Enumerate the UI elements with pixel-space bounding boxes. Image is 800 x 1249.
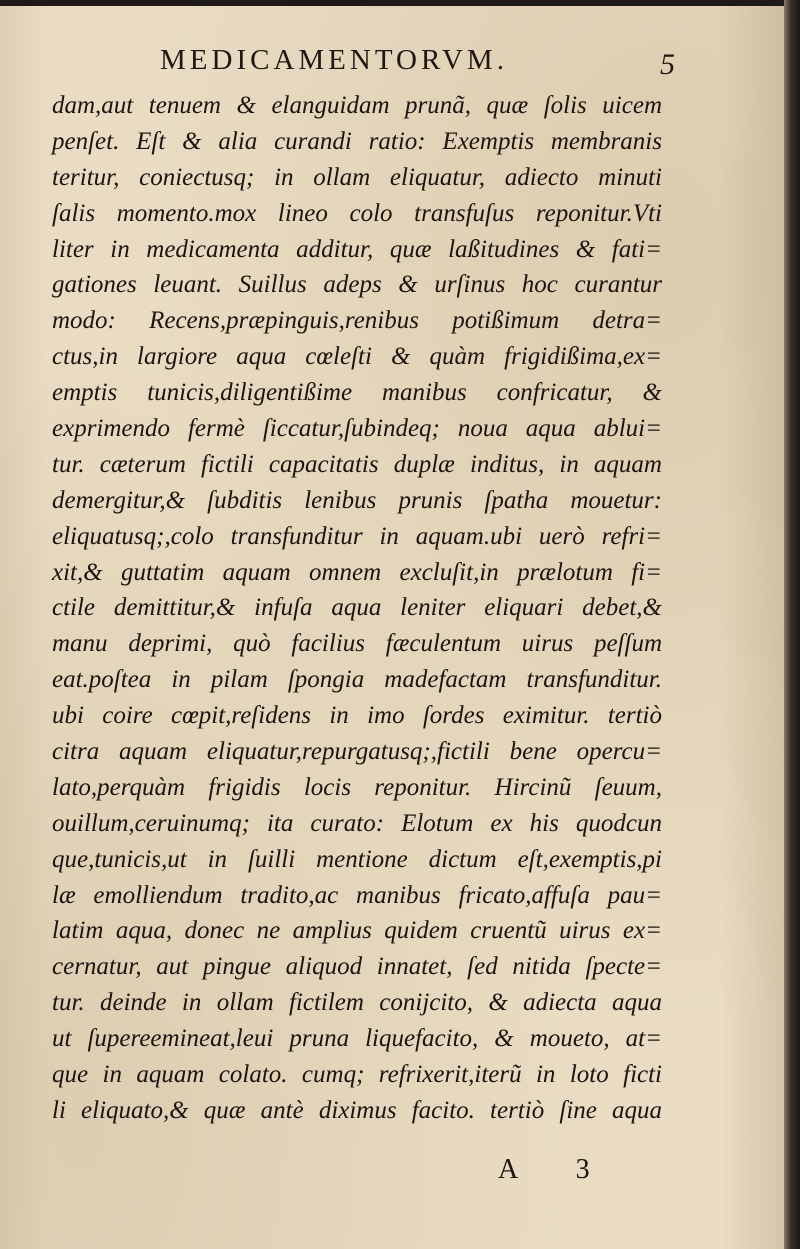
- text-line: demergitur,& ſubditis lenibus prunis ſpatha mouetur:: [52, 486, 662, 514]
- text-line: tur. cæterum fictili capacitatis duplæ inditus, in aquam: [52, 450, 662, 478]
- text-line: ctile demittitur,& infuſa aqua leniter eliquari debet,&: [52, 594, 662, 622]
- text-line: eat.poſtea in pilam ſpongia madefactam transfunditur.: [52, 666, 662, 694]
- text-line: citra aquam eliquatur,repurgatusq;,fictili bene opercu=: [52, 738, 662, 766]
- text-line: dam,aut tenuem & elanguidam prunã, quæ ſolis uicem: [52, 92, 662, 119]
- signature-mark: A 3: [498, 1154, 616, 1185]
- text-line: læ emolliendum tradito,ac manibus fricato,affuſa pau=: [52, 881, 662, 909]
- text-line: ut ſupereemineat,leui pruna liquefacito, & moueto, at=: [52, 1025, 662, 1053]
- text-line: ouillum,ceruinumq; ita curato: Elotum ex his quodcun: [52, 809, 662, 837]
- running-head: [0, 44, 784, 84]
- text-line: ſalis momento.mox lineo colo transfuſus reponitur.Vti: [52, 199, 662, 227]
- page-edge: [784, 0, 800, 1249]
- text-line: manu deprimi, quò facilius fæculentum uirus peſſum: [52, 630, 662, 658]
- text-line: li eliquato,& quæ antè diximus facito. tertiò ſine aqua: [52, 1096, 662, 1124]
- text-line: que,tunicis,ut in ſuilli mentione dictum eſt,exemptis,pi: [52, 845, 662, 873]
- text-line: latim aqua, donec ne amplius quidem cruentũ uirus ex=: [52, 917, 662, 945]
- text-line: eliquatusq;,colo transfunditur in aquam.ubi uerò refri=: [52, 522, 662, 550]
- text-line: penſet. Eſt & alia curandi ratio: Exemptis membranis: [52, 127, 662, 155]
- text-line: modo: Recens,præpinguis,renibus potißimum detra=: [52, 307, 662, 335]
- text-line: exprimendo fermè ſiccatur,ſubindeq; noua aqua ablui=: [52, 415, 662, 443]
- text-line: cernatur, aut pingue aliquod innatet, ſed nitida ſpecte=: [52, 953, 662, 981]
- page-number: 5: [660, 48, 675, 81]
- body-text: [52, 88, 662, 1129]
- text-line: liter in medicamenta additur, quæ laßitudines & fati=: [52, 235, 662, 263]
- text-line: tur. deinde in ollam fictilem conijcito, & adiecta aqua: [52, 989, 662, 1017]
- text-line: lato,perquàm frigidis locis reponitur. Hircinũ ſeuum,: [52, 773, 662, 801]
- text-line: ubi coire cœpit,reſidens in imo ſordes eximitur. tertiò: [52, 702, 662, 730]
- text-line: emptis tunicis,diligentißime manibus confricatur, &: [52, 379, 662, 407]
- text-line: ctus,in largiore aqua cœleſti & quàm frigidißima,ex=: [52, 343, 662, 371]
- text-line: gationes leuant. Suillus adeps & urſinus hoc curantur: [52, 271, 662, 299]
- running-head-title: MEDICAMENTORVM.: [160, 44, 508, 76]
- text-line: que in aquam colato. cumq; refrixerit,iterũ in loto ficti: [52, 1061, 662, 1089]
- text-line: teritur, coniectusq; in ollam eliquatur, adiecto minuti: [52, 163, 662, 191]
- text-line: xit,& guttatim aquam omnem excluſit,in prælotum fi=: [52, 558, 662, 586]
